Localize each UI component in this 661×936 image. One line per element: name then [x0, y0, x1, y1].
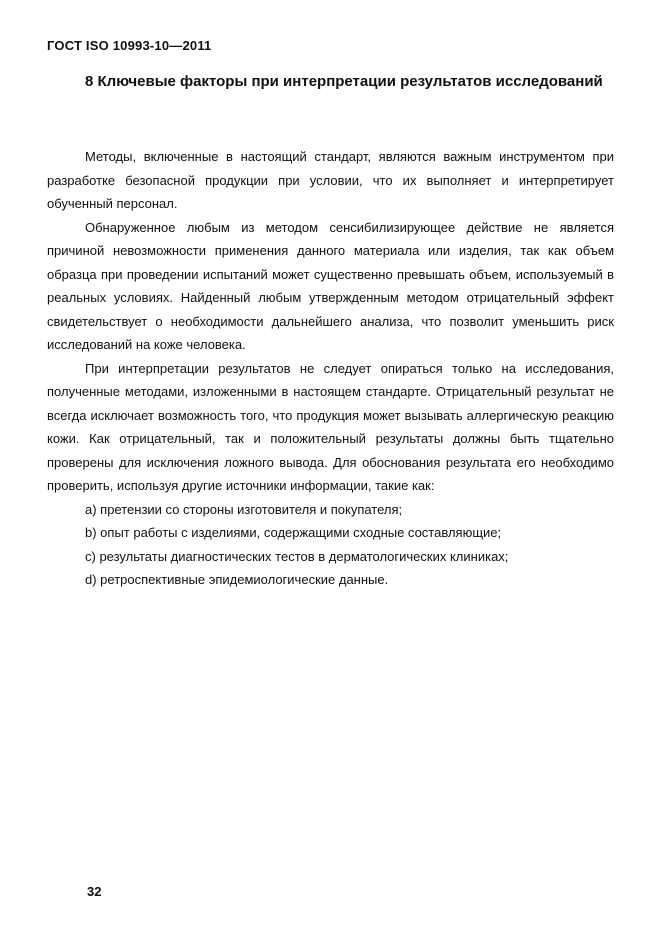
- list-item-a: a) претензии со стороны изготовителя и покупателя;: [85, 501, 403, 517]
- paragraph-sensitization: Обнаруженное любым из методом сенсибилизирующее действие не является причиной невозможности применения данного материала или изделия, так как объем образца при проведении испытаний может существенно превышать объем, используемый в реальных условиях. Найденный любым утвержденным методом отрицательный эффект свидетельствует о необходимости дальнейшего анализа, что позволит уменьшить риск исследований на коже человека.: [47, 219, 614, 352]
- list-item-b: b) опыт работы с изделиями, содержащими сходные составляющие;: [85, 525, 502, 540]
- section-body: [47, 145, 614, 592]
- list-item-d: d) ретроспективные эпидемиологические данные.: [85, 572, 389, 587]
- paragraph-interpretation: При интерпретации результатов не следует опираться только на исследования, полученные методами, изложенными в настоящем стандарте. Отрицательный результат не всегда исключает возможность того, что продукция может вызывать аллергическую реакцию кожи. Как отрицательный, так и положительный результаты должны быть тщательно проверены для исключения ложного вывода. Для обоснования результата его необходимо проверить, используя другие источники информации, такие как:: [47, 360, 614, 493]
- paragraph-methods: Методы, включенные в настоящий стандарт, являются важным инструментом при разработке безопасной продукции при условии, что их выполняет и интерпретирует обученный персонал.: [47, 149, 614, 211]
- list-item-c: c) результаты диагностических тестов в дерматологических клиниках;: [85, 548, 509, 564]
- standard-code-header: ГОСТ ISO 10993-10—2011: [47, 38, 212, 53]
- section-title: 8 Ключевые факторы при интерпретации результатов исследований: [85, 73, 603, 90]
- page-number: 32: [87, 884, 102, 899]
